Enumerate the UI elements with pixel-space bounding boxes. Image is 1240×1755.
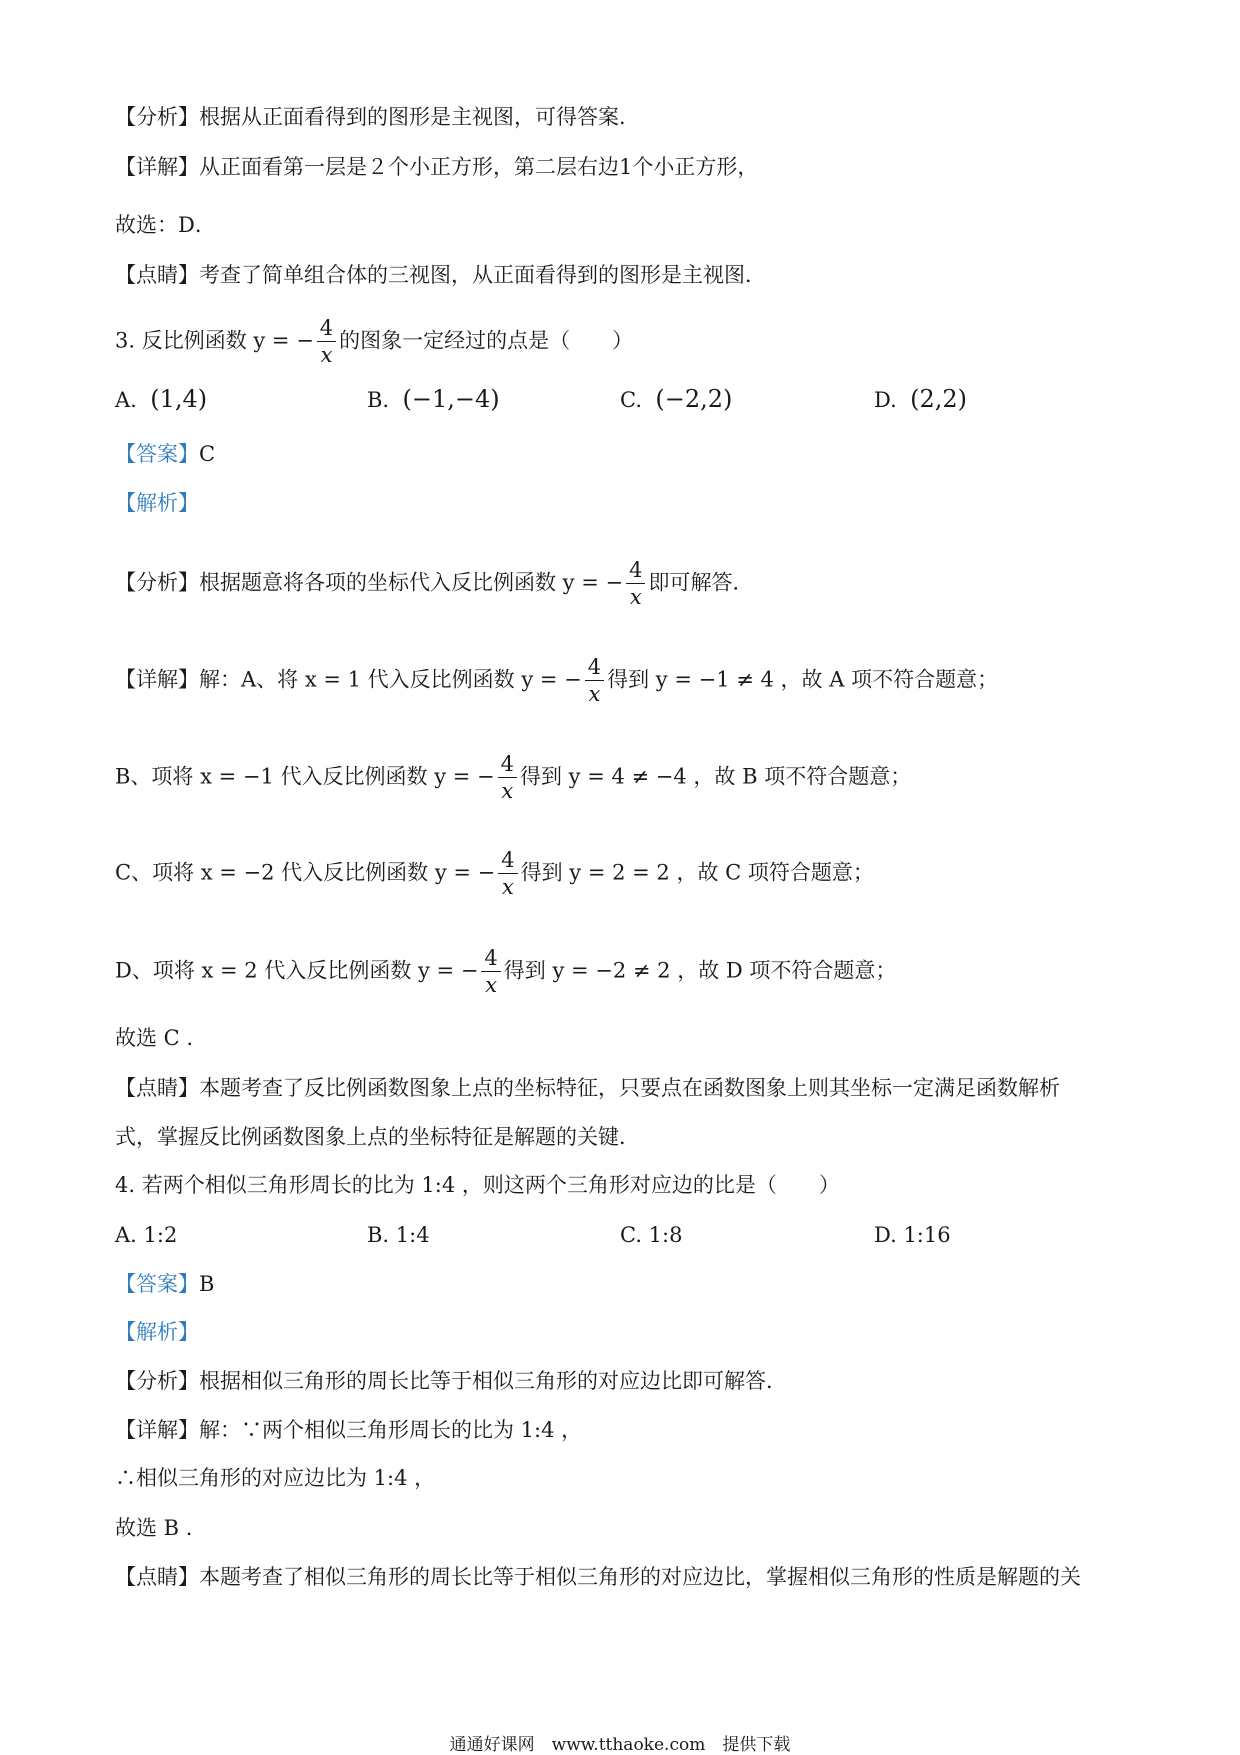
q3-answer: 【答案】C: [115, 442, 216, 466]
q3-detail-c: C、项将 x = −2 代入反比例函数 y = − $\frac{4}{x}$ 得到 y = 2 = 2 ，故 C 项符合题意；: [115, 848, 874, 899]
q3-comment-2: 式，掌握反比例函数图象上点的坐标特征是解题的关键．: [115, 1125, 640, 1149]
q4-stem: 4. 若两个相似三角形周长的比为 1:4 ，则这两个三角形对应边的比是（ ）: [115, 1173, 840, 1197]
q3-detail-d: D、项将 x = 2 代入反比例函数 y = − $\frac{4}{x}$ 得到 y = −2 ≠ 2 ，故 D 项不符合题意；: [115, 946, 897, 997]
q3-comment-1: 【点睛】本题考查了反比例函数图象上点的坐标特征，只要点在函数图象上则其坐标一定满足函数解析: [115, 1076, 1060, 1100]
fraction: $\frac{4}{x}$: [481, 948, 500, 996]
q3-jiexi: 【解析】: [115, 491, 199, 515]
q4-option-c: C. 1:8: [620, 1223, 683, 1247]
q3-option-a: A. (1,4): [115, 385, 208, 413]
q4-choose: 故选 B .: [115, 1516, 193, 1540]
q2-choose: 故选：D．: [115, 213, 216, 237]
q2-comment: 【点睛】考查了简单组合体的三视图，从正面看得到的图形是主视图．: [115, 263, 766, 287]
q2-detail: 【详解】从正面看第一层是２个小正方形，第二层右边1个小正方形，: [115, 155, 759, 179]
q3-option-b: B. (−1,−4): [367, 385, 500, 413]
q3-option-c: C. (−2,2): [620, 385, 733, 413]
q3-stem-text-end: 的图象一定经过的点是（ ）: [339, 328, 634, 353]
fraction: $\frac{4}{x}$: [585, 657, 604, 705]
q4-comment: 【点睛】本题考查了相似三角形的周长比等于相似三角形的对应边比，掌握相似三角形的性质是解题的关: [115, 1565, 1081, 1589]
q4-detail: 【详解】解：∵两个相似三角形周长的比为 1:4 ，: [115, 1418, 583, 1442]
fraction: $\frac{4}{x}$: [498, 850, 517, 898]
fraction: $\frac{4}{x}$: [498, 754, 517, 802]
page-footer: 通通好课网 www.tthaoke.com 提供下载: [449, 1735, 791, 1755]
q3-detail-a: 【详解】解：A、将 x = 1 代入反比例函数 y = − $\frac{4}{x}$ 得到 y = −1 ≠ 4 ，故 A 项不符合题意；: [115, 655, 999, 706]
q3-choose: 故选 C .: [115, 1026, 194, 1050]
q3-detail-b: B、项将 x = −1 代入反比例函数 y = − $\frac{4}{x}$ 得到 y = 4 ≠ −4 ，故 B 项不符合题意；: [115, 752, 912, 803]
q2-analysis: 【分析】根据从正面看得到的图形是主视图，可得答案．: [115, 105, 640, 129]
q3-stem: [115, 318, 633, 366]
q3-option-d: D. (2,2): [874, 385, 968, 413]
q3-stem-text: 3. 反比例函数 y = −: [115, 328, 314, 353]
fraction: $\frac{4}{x}$: [317, 318, 336, 366]
q3-analysis: 【分析】根据题意将各项的坐标代入反比例函数 y = − $\frac{4}{x}$ 即可解答．: [115, 558, 754, 609]
q4-option-d: D. 1:16: [874, 1223, 951, 1247]
q4-option-a: A. 1:2: [115, 1223, 178, 1247]
q4-option-b: B. 1:4: [367, 1223, 430, 1247]
q4-analysis: 【分析】根据相似三角形的周长比等于相似三角形的对应边比即可解答．: [115, 1369, 787, 1393]
fraction: $\frac{4}{x}$: [626, 560, 645, 608]
q4-jiexi: 【解析】: [115, 1320, 199, 1344]
q4-therefore: ∴相似三角形的对应边比为 1:4 ，: [115, 1466, 436, 1490]
q4-answer: 【答案】B: [115, 1272, 215, 1296]
